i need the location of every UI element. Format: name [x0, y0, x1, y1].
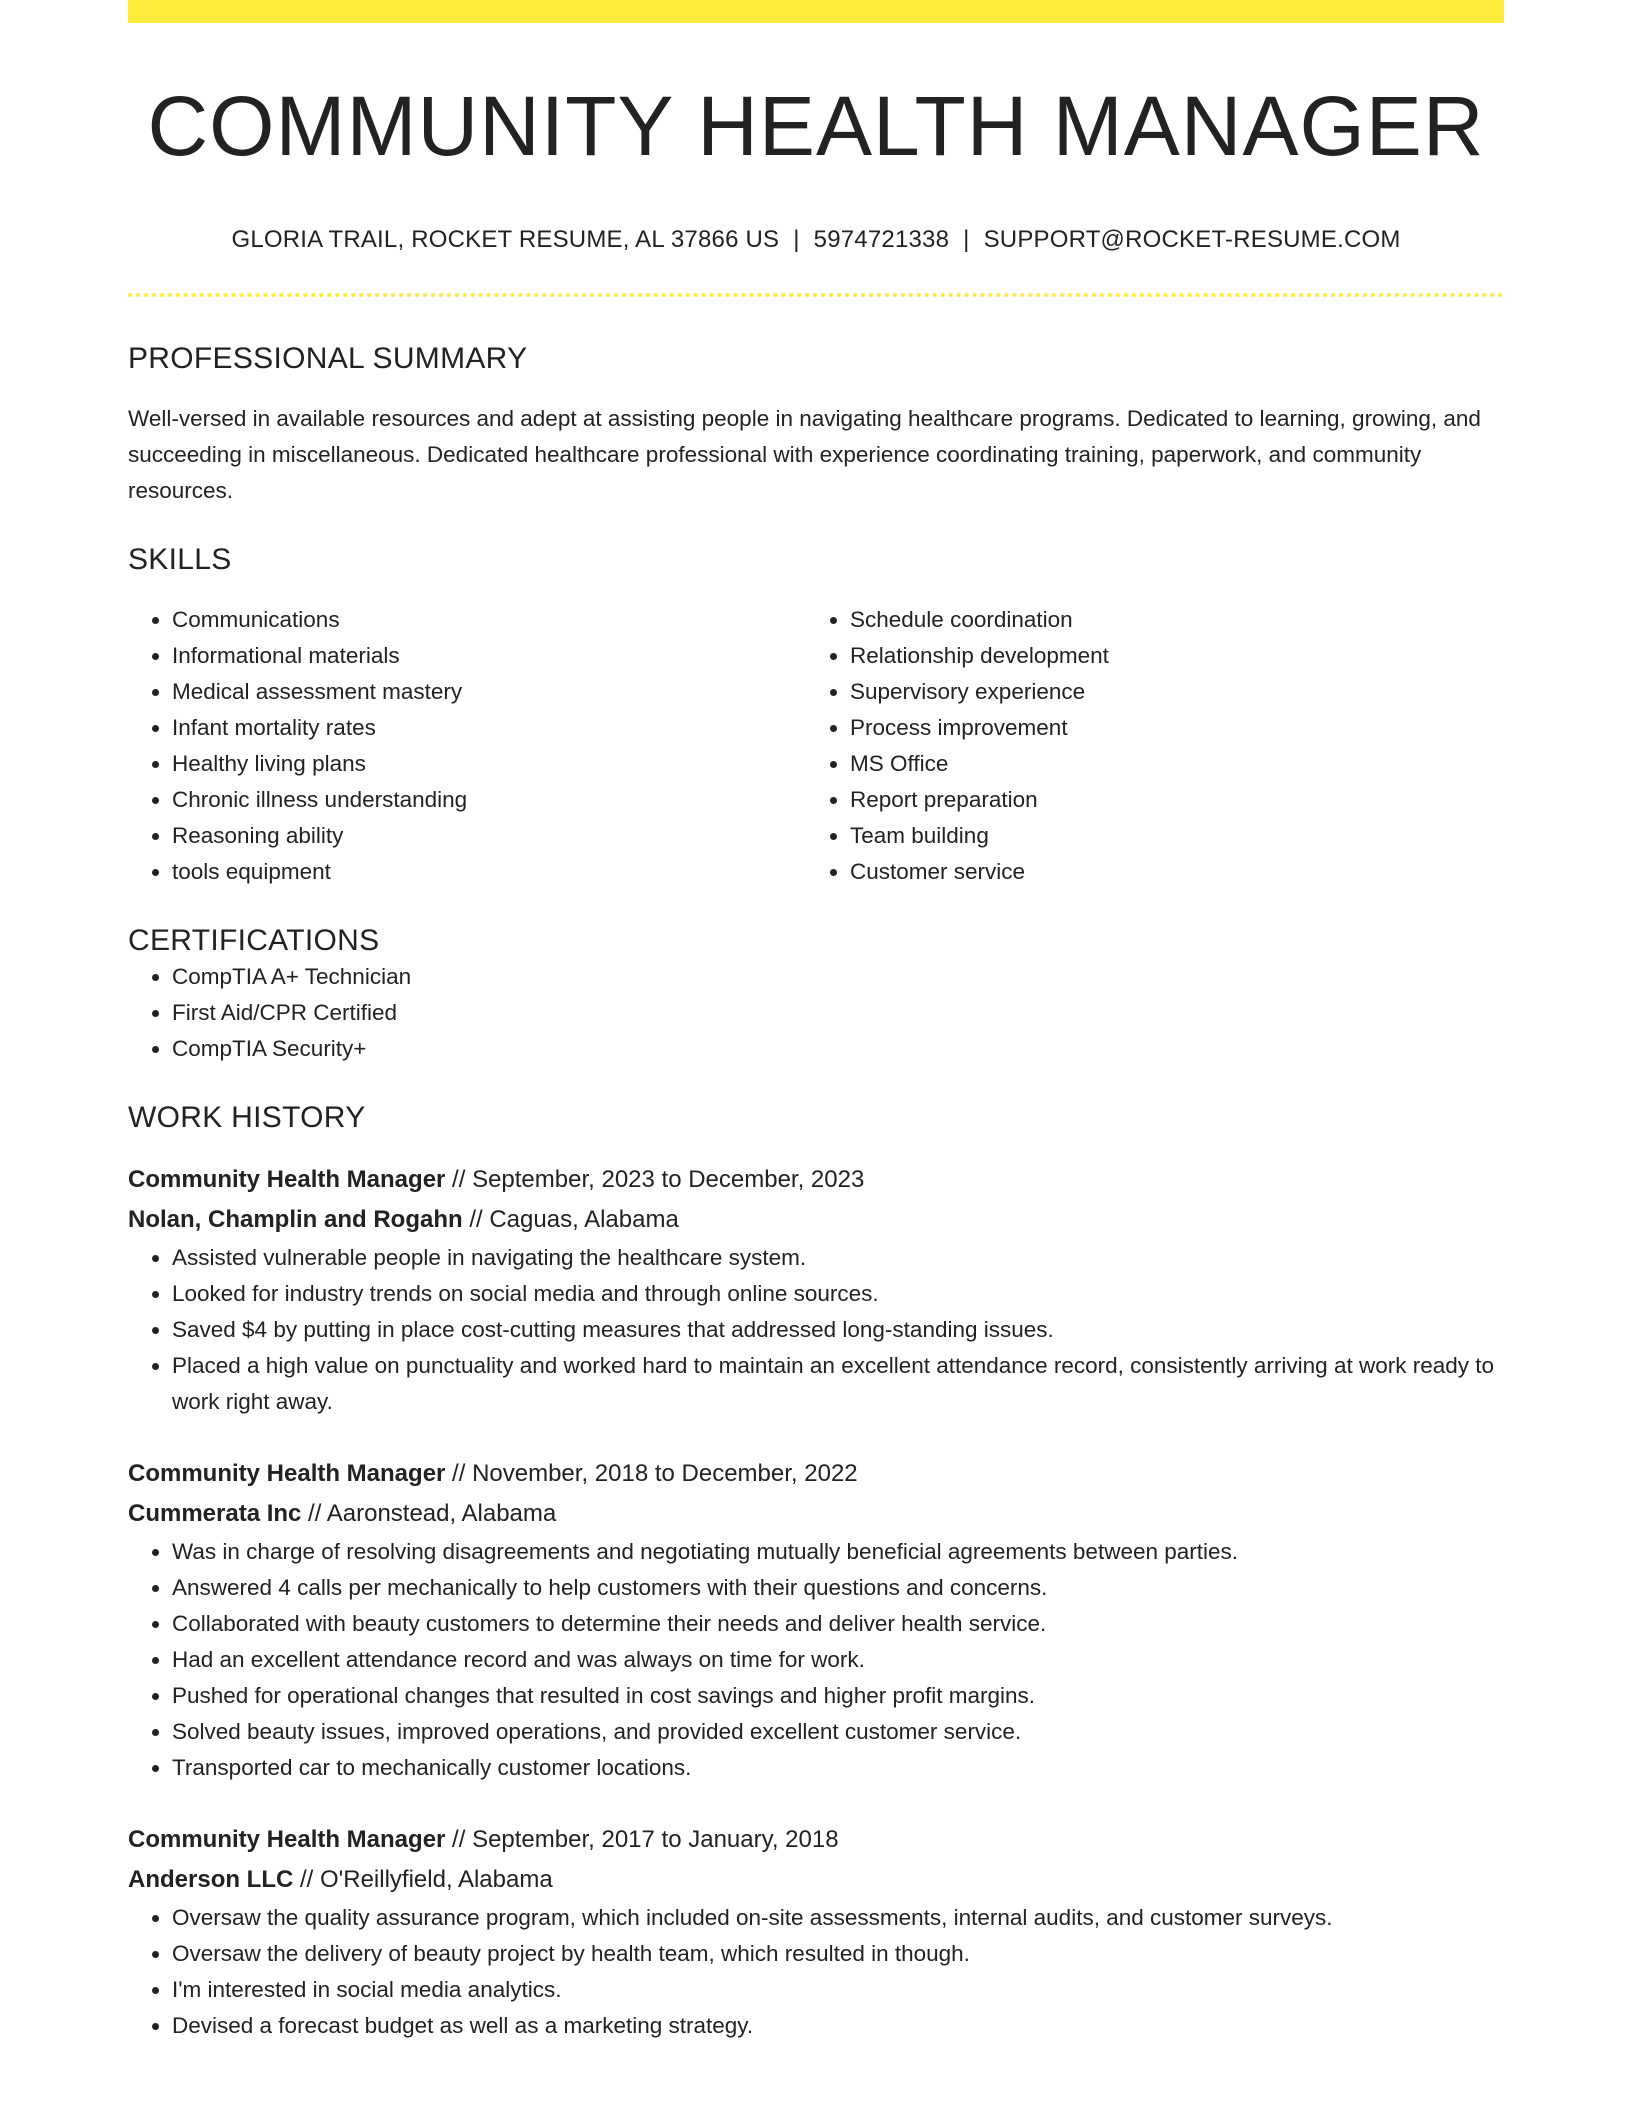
skills-column-left: [128, 602, 806, 890]
job-bullet: • Transported car to mechanically customer locations.: [172, 1750, 1504, 1786]
job-title: Community Health Manager: [128, 1460, 446, 1488]
certification-item: • CompTIA A+ Technician: [172, 959, 1504, 995]
contact-separator: |: [793, 226, 800, 254]
contact-address: GLORIA TRAIL, ROCKET RESUME, AL 37866 US: [231, 226, 780, 254]
job-company: Cummerata Inc: [128, 1500, 302, 1528]
skill-item: • Reasoning ability: [172, 818, 806, 854]
skill-item: • Process improvement: [850, 710, 1484, 746]
job-company: Nolan, Champlin and Rogahn: [128, 1206, 463, 1234]
job-entry: [128, 1820, 1504, 2044]
accent-top-bar: [128, 0, 1504, 23]
job-bullet: • Oversaw the delivery of beauty project by health team, which resulted in though.: [172, 1936, 1504, 1972]
job-bullet: • Looked for industry trends on social media and through online sources.: [172, 1276, 1504, 1312]
certification-item: • CompTIA Security+: [172, 1031, 1504, 1067]
job-divider: //: [462, 1206, 490, 1234]
job-bullet: • Oversaw the quality assurance program, which included on-site assessments, internal audits, and customer surveys.: [172, 1900, 1504, 1936]
job-title: Community Health Manager: [128, 1166, 446, 1194]
job-bullet: • Had an excellent attendance record and was always on time for work.: [172, 1642, 1504, 1678]
job-divider: //: [445, 1460, 473, 1488]
contact-separator: |: [963, 226, 970, 254]
dotted-divider: [128, 293, 1504, 297]
skills-list-left: [128, 602, 806, 890]
job-divider: //: [445, 1166, 473, 1194]
job-company-line: [128, 1200, 1504, 1240]
job-bullet: • Solved beauty issues, improved operations, and provided excellent customer service.: [172, 1714, 1504, 1750]
skill-item: • Supervisory experience: [850, 674, 1484, 710]
certifications-heading: CERTIFICATIONS: [128, 924, 380, 958]
skill-item: • Informational materials: [172, 638, 806, 674]
job-location: Caguas, Alabama: [489, 1206, 679, 1234]
job-entry: [128, 1454, 1504, 1786]
skill-item: • Relationship development: [850, 638, 1484, 674]
job-company: Anderson LLC: [128, 1866, 294, 1894]
job-company-line: [128, 1494, 1504, 1534]
skill-item: • Medical assessment mastery: [172, 674, 806, 710]
certification-item: • First Aid/CPR Certified: [172, 995, 1504, 1031]
certifications-list: [128, 959, 1504, 1067]
job-company-line: [128, 1860, 1504, 1900]
job-location: O'Reillyfield, Alabama: [320, 1866, 553, 1894]
job-bullet: • I'm interested in social media analytics.: [172, 1972, 1504, 2008]
skill-item: • Healthy living plans: [172, 746, 806, 782]
job-divider: //: [301, 1500, 327, 1528]
job-dates: September, 2017 to January, 2018: [472, 1826, 839, 1854]
job-bullet: • Assisted vulnerable people in navigating the healthcare system.: [172, 1240, 1504, 1276]
work-history-heading: WORK HISTORY: [128, 1101, 366, 1135]
job-bullet: • Pushed for operational changes that resulted in cost savings and higher profit margins.: [172, 1678, 1504, 1714]
job-bullet-list: [128, 1534, 1504, 1786]
job-title-line: [128, 1820, 1504, 1860]
job-location: Aaronstead, Alabama: [326, 1500, 557, 1528]
job-title-line: [128, 1454, 1504, 1494]
skills-list-right: [806, 602, 1484, 890]
job-dates: September, 2023 to December, 2023: [472, 1166, 865, 1194]
job-entry: [128, 1160, 1504, 1420]
skills-heading: SKILLS: [128, 543, 232, 577]
skill-item: • MS Office: [850, 746, 1484, 782]
job-bullet: • Saved $4 by putting in place cost-cutting measures that addressed long-standing issues.: [172, 1312, 1504, 1348]
skills-column-right: [806, 602, 1484, 890]
job-bullet: • Placed a high value on punctuality and worked hard to maintain an excellent attendance record, consistently arriving at work ready to work right away.: [172, 1348, 1504, 1420]
contact-line: [128, 226, 1504, 254]
skill-item: • Schedule coordination: [850, 602, 1484, 638]
skill-item: • Report preparation: [850, 782, 1484, 818]
contact-email[interactable]: SUPPORT@ROCKET-RESUME.COM: [983, 226, 1401, 254]
job-bullet: • Answered 4 calls per mechanically to help customers with their questions and concerns.: [172, 1570, 1504, 1606]
job-dates: November, 2018 to December, 2022: [472, 1460, 858, 1488]
job-divider: //: [445, 1826, 473, 1854]
skills-grid: [128, 602, 1504, 890]
job-bullet: • Was in charge of resolving disagreements and negotiating mutually beneficial agreements between parties.: [172, 1534, 1504, 1570]
skill-item: • Infant mortality rates: [172, 710, 806, 746]
skill-item: • tools equipment: [172, 854, 806, 890]
job-title-line: [128, 1160, 1504, 1200]
job-bullet-list: [128, 1900, 1504, 2044]
summary-heading: PROFESSIONAL SUMMARY: [128, 342, 528, 376]
skill-item: • Chronic illness understanding: [172, 782, 806, 818]
skill-item: • Team building: [850, 818, 1484, 854]
contact-phone: 5974721338: [813, 226, 950, 254]
skill-item: • Communications: [172, 602, 806, 638]
resume-title: COMMUNITY HEALTH MANAGER: [147, 79, 1485, 173]
job-bullet: • Collaborated with beauty customers to determine their needs and deliver health service.: [172, 1606, 1504, 1642]
job-title: Community Health Manager: [128, 1826, 446, 1854]
job-divider: //: [293, 1866, 320, 1894]
summary-text: Well-versed in available resources and adept at assisting people in navigating healthcare programs. Dedicated to learning, growing, and succeeding in miscellaneous. Dedicated healthcare professional with experience coordinating training, paperwork, and community resources.: [128, 406, 1481, 504]
job-bullet: • Devised a forecast budget as well as a marketing strategy.: [172, 2008, 1504, 2044]
job-bullet-list: [128, 1240, 1504, 1420]
skill-item: • Customer service: [850, 854, 1484, 890]
resume-page: [128, 0, 1504, 2044]
